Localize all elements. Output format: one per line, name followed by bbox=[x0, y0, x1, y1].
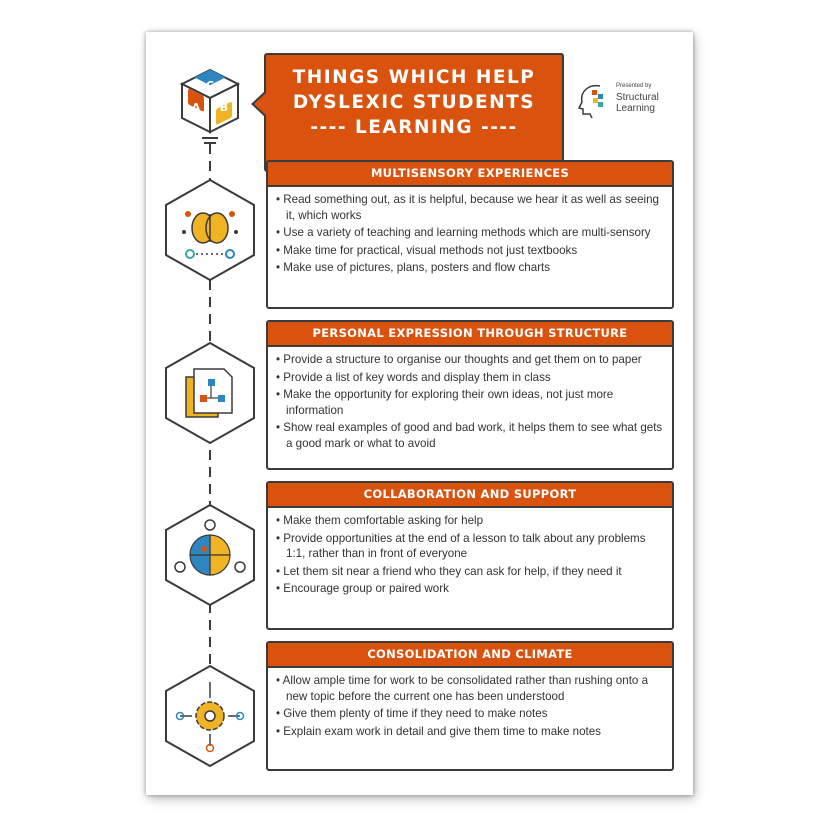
title-line-2: DYSLEXIC STUDENTS bbox=[292, 92, 536, 113]
head-logo-icon bbox=[576, 82, 612, 118]
section-heading: CONSOLIDATION AND CLIMATE bbox=[268, 643, 672, 668]
poster bbox=[146, 32, 693, 795]
section-collaboration bbox=[266, 481, 674, 630]
cube-letter-c: C bbox=[205, 79, 215, 92]
list-item: • Provide a structure to organise our thoughts and get them on to paper bbox=[276, 352, 664, 368]
gear-network-icon bbox=[166, 666, 254, 766]
list-item: • Make them comfortable asking for help bbox=[276, 513, 664, 529]
list-item: • Provide a list of key words and display them in class bbox=[276, 370, 664, 386]
section-consolidation bbox=[266, 641, 674, 771]
list-item: • Provide opportunities at the end of a lesson to talk about any problems 1:1, rather than in front of everyone bbox=[276, 531, 664, 562]
section-list bbox=[268, 187, 672, 276]
section-heading: PERSONAL EXPRESSION THROUGH STRUCTURE bbox=[268, 322, 672, 347]
section-multisensory bbox=[266, 160, 674, 309]
brand-presented-by: Presented by bbox=[616, 83, 652, 89]
list-item: • Explain exam work in detail and give them time to make notes bbox=[276, 724, 664, 740]
section-list bbox=[268, 508, 672, 597]
list-item: • Use a variety of teaching and learning methods which are multi-sensory bbox=[276, 225, 664, 241]
puzzle-people-icon bbox=[166, 505, 254, 605]
list-item: • Make time for practical, visual methods not just textbooks bbox=[276, 243, 664, 259]
list-item: • Let them sit near a friend who they can ask for help, if they need it bbox=[276, 564, 664, 580]
list-item: • Make the opportunity for exploring their own ideas, not just more information bbox=[276, 387, 664, 418]
title-banner bbox=[264, 53, 564, 172]
list-item: • Give them plenty of time if they need to make notes bbox=[276, 706, 664, 722]
list-item: • Read something out, as it is helpful, because we hear it as well as seeing it, which works bbox=[276, 192, 664, 223]
list-item: • Make use of pictures, plans, posters and flow charts bbox=[276, 260, 664, 276]
brand-name: Structural Learning bbox=[616, 92, 659, 114]
title-line-3: ---- LEARNING ---- bbox=[310, 117, 518, 138]
abc-cube-icon bbox=[182, 70, 238, 143]
cube-letter-b: B bbox=[219, 101, 229, 114]
flowchart-document-icon bbox=[166, 343, 254, 443]
title-line-1: THINGS WHICH HELP bbox=[292, 67, 536, 88]
brain-icon bbox=[166, 180, 254, 280]
list-item: • Allow ample time for work to be consolidated rather than rushing onto a new topic before the current one has been understood bbox=[276, 673, 664, 704]
list-item: • Show real examples of good and bad work, it helps them to see what gets a good mark or what to avoid bbox=[276, 420, 664, 451]
list-item: • Encourage group or paired work bbox=[276, 581, 664, 597]
section-list bbox=[268, 347, 672, 451]
section-heading: MULTISENSORY EXPERIENCES bbox=[268, 162, 672, 187]
cube-letter-a: A bbox=[191, 101, 201, 114]
brand-logo bbox=[576, 82, 686, 122]
section-heading: COLLABORATION AND SUPPORT bbox=[268, 483, 672, 508]
section-personal-expression bbox=[266, 320, 674, 470]
section-list bbox=[268, 668, 672, 739]
